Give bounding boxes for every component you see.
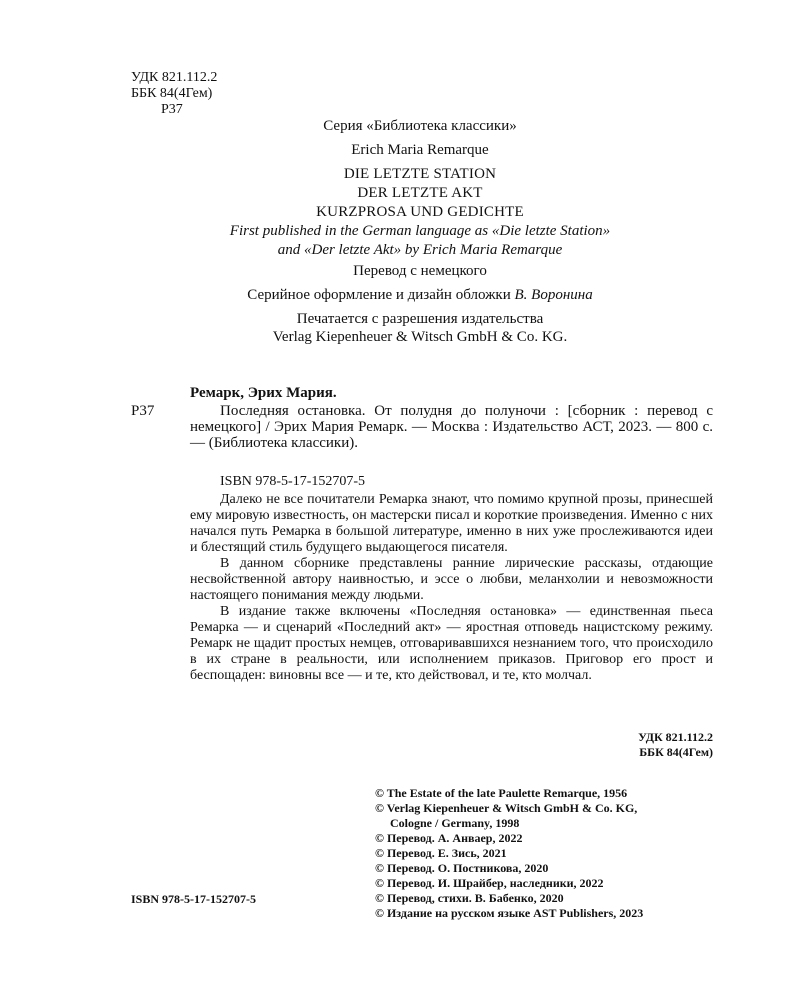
catalog-description: Последняя остановка. От полудня до полуночи : [сборник : перевод с немецкого] / Эрих Мария Ремарк. — Москва : Издательство АСТ, 2023. — 800 с. — (Библиотека классики). — [190, 403, 713, 451]
first-published-line: First published in the German language as «Die letzte Station» — [229, 223, 611, 239]
series-title: Серия «Библиотека классики» — [323, 118, 517, 134]
annotation-paragraph: Далеко не все почитатели Ремарка знают, что помимо крупной прозы, принесшей ему мировую известность, он мастерски писал и короткие произведения. Именно с них начался путь Ремарка в большой литературе, именно в них уже прослеживаются идеи и блестящий стиль будущего выдающегося писателя. — [190, 492, 713, 555]
copyright-line: © The Estate of the late Paulette Remarque, 1956 — [375, 786, 628, 800]
author-latin: Erich Maria Remarque — [351, 142, 489, 158]
copyright-line: © Издание на русском языке AST Publishers, 2023 — [375, 906, 644, 920]
copyright-line: © Перевод, стихи. В. Бабенко, 2020 — [375, 891, 564, 905]
original-title-line: DIE LETZTE STATION — [343, 166, 497, 182]
first-published-note — [120, 222, 720, 260]
bottom-udk-code: УДК 821.112.2 — [638, 730, 713, 744]
annotation — [190, 492, 713, 684]
catalog-author-mark: Р37 — [131, 403, 155, 419]
copyright-block — [375, 786, 720, 921]
copyright-line: Cologne / Germany, 1998 — [390, 816, 520, 830]
isbn-bottom: ISBN 978-5-17-152707-5 — [131, 892, 256, 906]
permission-line: Verlag Kiepenheuer & Witsch GmbH & Co. KG. — [272, 329, 568, 345]
bbk-code: ББК 84(4Гем) — [131, 86, 213, 101]
copyright-line: © Перевод. И. Шрайбер, наследники, 2022 — [375, 876, 604, 890]
copyright-line: © Перевод. А. Анваер, 2022 — [375, 831, 523, 845]
annotation-paragraph: В издание также включены «Последняя остановка» — единственная пьеса Ремарка — и сценарий «Последний акт» — яростная отповедь нацистскому режиму. Ремарк не щадит простых немцев, отговаривавшихся незнанием того, что происходило в их стране в реальности, или исполнением приказов. Приговор его прост и беспощаден: виновны все — и те, кто действовал, и те, кто молчал. — [190, 604, 713, 683]
classification-codes — [131, 70, 217, 118]
udk-code: УДК 821.112.2 — [131, 70, 218, 85]
original-title-line: KURZPROSA UND GEDICHTE — [316, 204, 524, 220]
design-note — [120, 287, 720, 304]
copyright-line: © Перевод. О. Постникова, 2020 — [375, 861, 549, 875]
copyright-line: © Verlag Kiepenheuer & Witsch GmbH & Co. KG, — [375, 801, 638, 815]
original-titles — [120, 165, 720, 222]
permission-line: Печатается с разрешения издательства — [296, 311, 544, 327]
annotation-paragraph: В данном сборнике представлены ранние лирические рассказы, отдающие несвойственной автору наивностью, и эссе о любви, меланхолии и невозможности настоящего понимания между людьми. — [190, 556, 713, 603]
catalog-isbn: ISBN 978-5-17-152707-5 — [220, 474, 366, 489]
copyright-line: © Перевод. Е. Зись, 2021 — [375, 846, 507, 860]
original-title-line: DER LETZTE AKT — [357, 185, 483, 201]
permission-note — [120, 310, 720, 346]
first-published-line: and «Der letzte Akt» by Erich Maria Remarque — [277, 242, 563, 258]
bottom-bbk-code: ББК 84(4Гем) — [639, 745, 713, 759]
catalog-heading: Ремарк, Эрих Мария. — [190, 385, 337, 401]
author-mark: Р37 — [161, 102, 183, 117]
designer-name: В. Воронина — [514, 287, 593, 303]
design-note-text: Серийное оформление и дизайн обложки — [247, 287, 515, 303]
bottom-classification-codes — [638, 730, 713, 760]
translation-note: Перевод с немецкого — [353, 263, 487, 279]
